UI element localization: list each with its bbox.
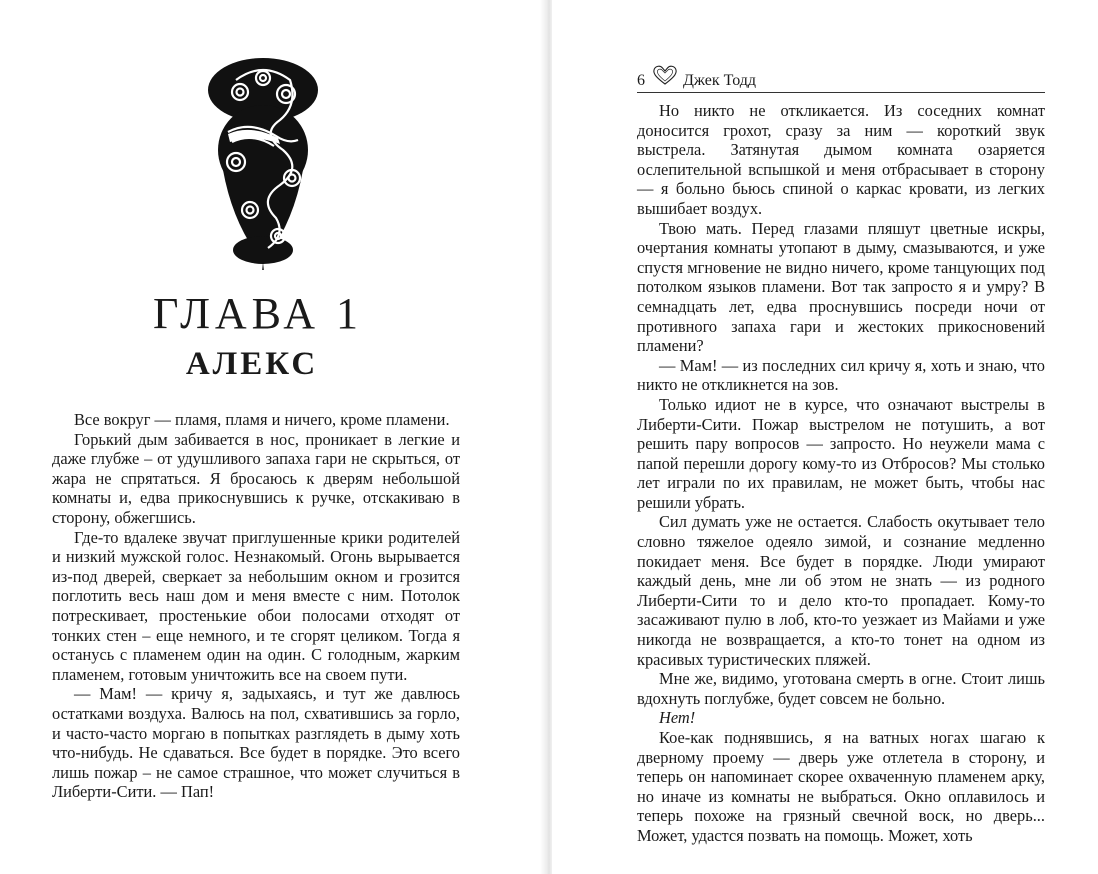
right-page-text (637, 101, 1045, 846)
heart-outline-icon (651, 64, 679, 86)
paragraph: — Мам! — из последних сил кричу я, хоть и знаю, что никто не откликнется на зов. (637, 355, 1045, 395)
paragraph: Сил думать уже не остается. Слабость окутывает тело словно тяжелое одеяло зимой, и сознание медленно покидает меня. Все будет в порядке. Люди умирают каждый день, мне ли об этом не знать — из родного Либерти-Сити то и дело кто-то пропадает. Кому-то засаживают пулю в лоб, кто-то уезжает из Майами и уже никогда не возвращается, а кто-то тонет на одном из красивых туристических пляжей. (637, 512, 1045, 669)
right-page (552, 0, 1098, 874)
paragraph: Все вокруг — пламя, пламя и ничего, кроме пламени. (74, 410, 450, 429)
paragraph: Горький дым забивается в нос, проникает в легкие и даже глубже – от удушливого запаха гари не скрыться, от жара не спрятаться. Я бросаюсь к дверям небольшой комнаты и, едва прикоснувшись к ручке, отскакиваю в сторону, обжегшись. (52, 429, 460, 527)
left-page (0, 0, 546, 874)
running-head (637, 64, 1045, 93)
left-page-text (52, 410, 460, 802)
author-name: Джек Тодд (683, 72, 757, 89)
chapter-name: АЛЕКС (185, 346, 319, 382)
paragraph: Но никто не откликается. Из соседних комнат доносится грохот, сразу за ним — короткий звук выстрела. Затянутая дымом комната озаряется ослепительной вспышкой и меня отбрасывает в сторону — я больно бьюсь спиной о каркас кровати, из легких вышибает воздух. (637, 101, 1045, 218)
paragraph: Твою мать. Перед глазами пляшут цветные искры, очертания комнаты утопают в дыму, смазываются, и уже спустя мгновение не видно ничего, кроме танцующих под потолком языков пламени. Вот так запросто я и умру? В семнадцать лет, едва проснувшись посреди ночи от противного запаха гари и жестоких прикосновений пламени? (637, 218, 1045, 356)
paragraph: Только идиот не в курсе, что означают выстрелы в Либерти-Сити. Пожар выстрелом не потушить, а вот решить пару вопросов — запросто. Но неужели мама с папой перешли дорогу кому-то из Отбросов? Мы столько лет играли по их правилам, не может быть, чтобы нас решили убрать. (637, 394, 1045, 512)
paragraph: Где-то вдалеке звучат приглушенные крики родителей и низкий мужской голос. Незнакомый. Огонь вырывается из-под дверей, сверкает за небольшим окном и грозится поглотить весь наш дом и меня вместе с ним. Потолок потрескивает, простенькие обои полосами отходят от тонких стен – еще немного, и те сгорят целиком. Тогда я останусь с пламенем один на один. С голодным, жарким пламенем, готовым уничтожить все на своем пути. (52, 527, 460, 684)
page-number: 6 (637, 72, 645, 89)
paragraph: Кое-как поднявшись, я на ватных ногах шагаю к дверному проему — дверь уже отлетела в сторону, и теперь он напоминает скорее охваченную пламенем арку, но иначе из комнаты не выбраться. Окно оплавилось и теперь похоже на грязный свечной воск, но дверь... Может, удастся позвать на помощь. Может, хоть (637, 728, 1045, 845)
paragraph: Нет! (659, 708, 696, 728)
paragraph: — Мам! — кричу я, задыхаясь, и тут же давлюсь остатками воздуха. Валюсь на пол, схватившись за горло, и часто-часто моргаю в попытках разглядеть в дыму хоть что-нибудь. Не сдаваться. Все будет в порядке. Это всего лишь пожар – не самое страшное, что может случиться в Либерти-Сити. — Пап! (52, 684, 460, 802)
paragraph: Мне же, видимо, уготована смерть в огне. Стоит лишь вдохнуть поглубже, будет совсем не больно. (637, 669, 1045, 708)
chapter-title: ГЛАВА 1 (152, 289, 364, 338)
rose-serpent-icon (188, 50, 338, 270)
